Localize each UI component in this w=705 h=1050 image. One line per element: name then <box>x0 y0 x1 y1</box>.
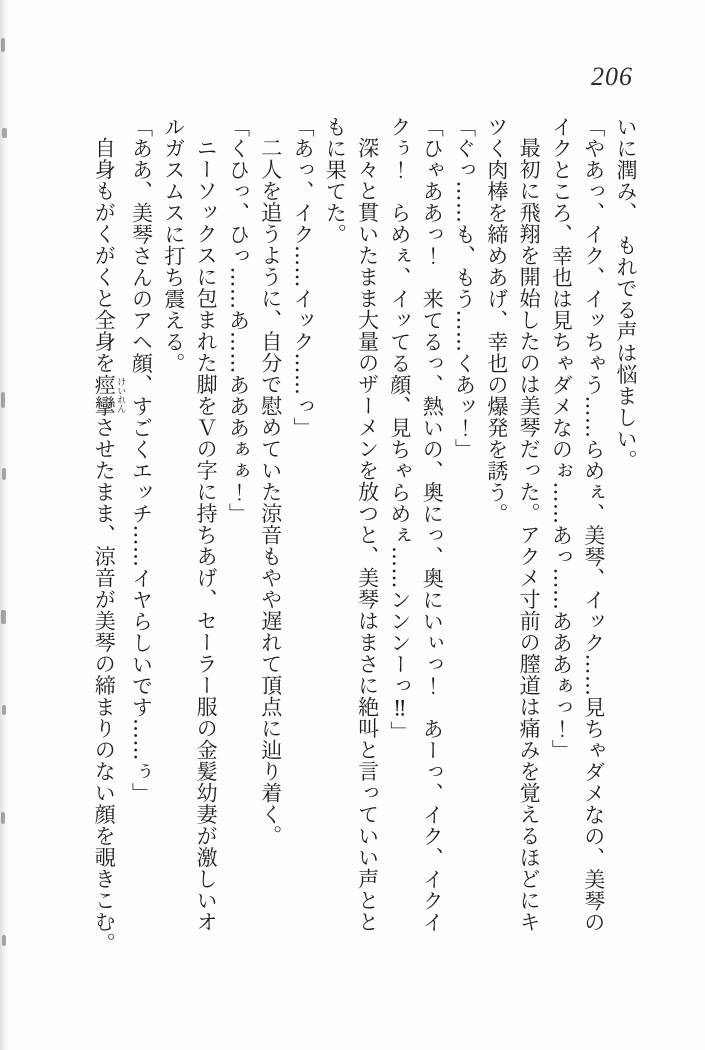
scan-artifact <box>1 392 5 408</box>
text-column: 「ぐっ……も、もう……くあッ！」 <box>452 116 477 460</box>
scan-gutter-shadow <box>0 0 9 1050</box>
text-column: 二人を追うように、自分で慰めていた涼音もやや遅れて頂点に辿り着く。 <box>258 137 283 847</box>
ruby-base: 痙攣 <box>92 373 117 417</box>
text-column: クぅ！ らめぇ、イッてる顔、見ちゃらめぇ……ンンンーっ‼」 <box>387 116 412 743</box>
scan-artifact <box>2 935 6 946</box>
page-number: 206 <box>591 62 633 91</box>
scan-artifact <box>1 38 5 52</box>
text-column <box>88 116 125 964</box>
scan-artifact <box>2 468 6 480</box>
text-segment: させたまま、涼音が美琴の締まりのない顔を覗きこむ。 <box>92 416 117 954</box>
vertical-text-block <box>88 116 642 964</box>
text-column: 「くひっ、ひっ……あ……あああぁぁ！」 <box>226 116 251 525</box>
text-column: 「あっ、イク……イック……っ」 <box>291 116 316 439</box>
text-column: 深々と貫いたまま大量のザーメンを放つと、美琴はまさに絶叫と言っていい声とと <box>355 137 380 933</box>
text-column: 「やあっ、イク、イッちゃう……らめぇ、美琴、イック……見ちゃダメなの、美琴の <box>581 116 606 933</box>
text-column: もに果てた。 <box>323 116 348 245</box>
scan-artifact <box>2 705 6 715</box>
ruby-word <box>92 373 126 417</box>
text-segment: 自身もがくがくと全身を <box>92 137 117 374</box>
scan-artifact <box>1 610 6 624</box>
scan-artifact <box>2 128 7 138</box>
text-column: 「ひゃああっ！ 来てるっ、熱いの、奥にっ、奥にいぃっ！ あーっ、イク、イクイ <box>420 116 445 933</box>
text-column: いに潤み、 もれでる声は悩ましい。 <box>614 116 638 471</box>
text-column: ツく肉棒を締めあげ、幸也の爆発を誘う。 <box>484 116 509 525</box>
text-column: 「ああ、美琴さんのアヘ顔、すごくエッチ……イヤらしいです……ぅ」 <box>129 116 154 804</box>
text-column: ニーソックスに包まれた脚をＶの字に持ちあげ、セーラー服の金髪幼妻が激しいオ <box>194 137 219 933</box>
text-column: イクところ、幸也は見ちゃダメなのぉ……あっ……あああぁっ！」 <box>549 116 574 761</box>
ruby-furigana: けいれん <box>115 373 126 417</box>
scan-artifact <box>1 812 5 824</box>
text-column: 最初に飛翔を開始したのは美琴だった。アクメ寸前の膣道は痛みを覚えるほどにキ <box>517 137 542 933</box>
text-column: ルガスムスに打ち震える。 <box>161 116 186 374</box>
